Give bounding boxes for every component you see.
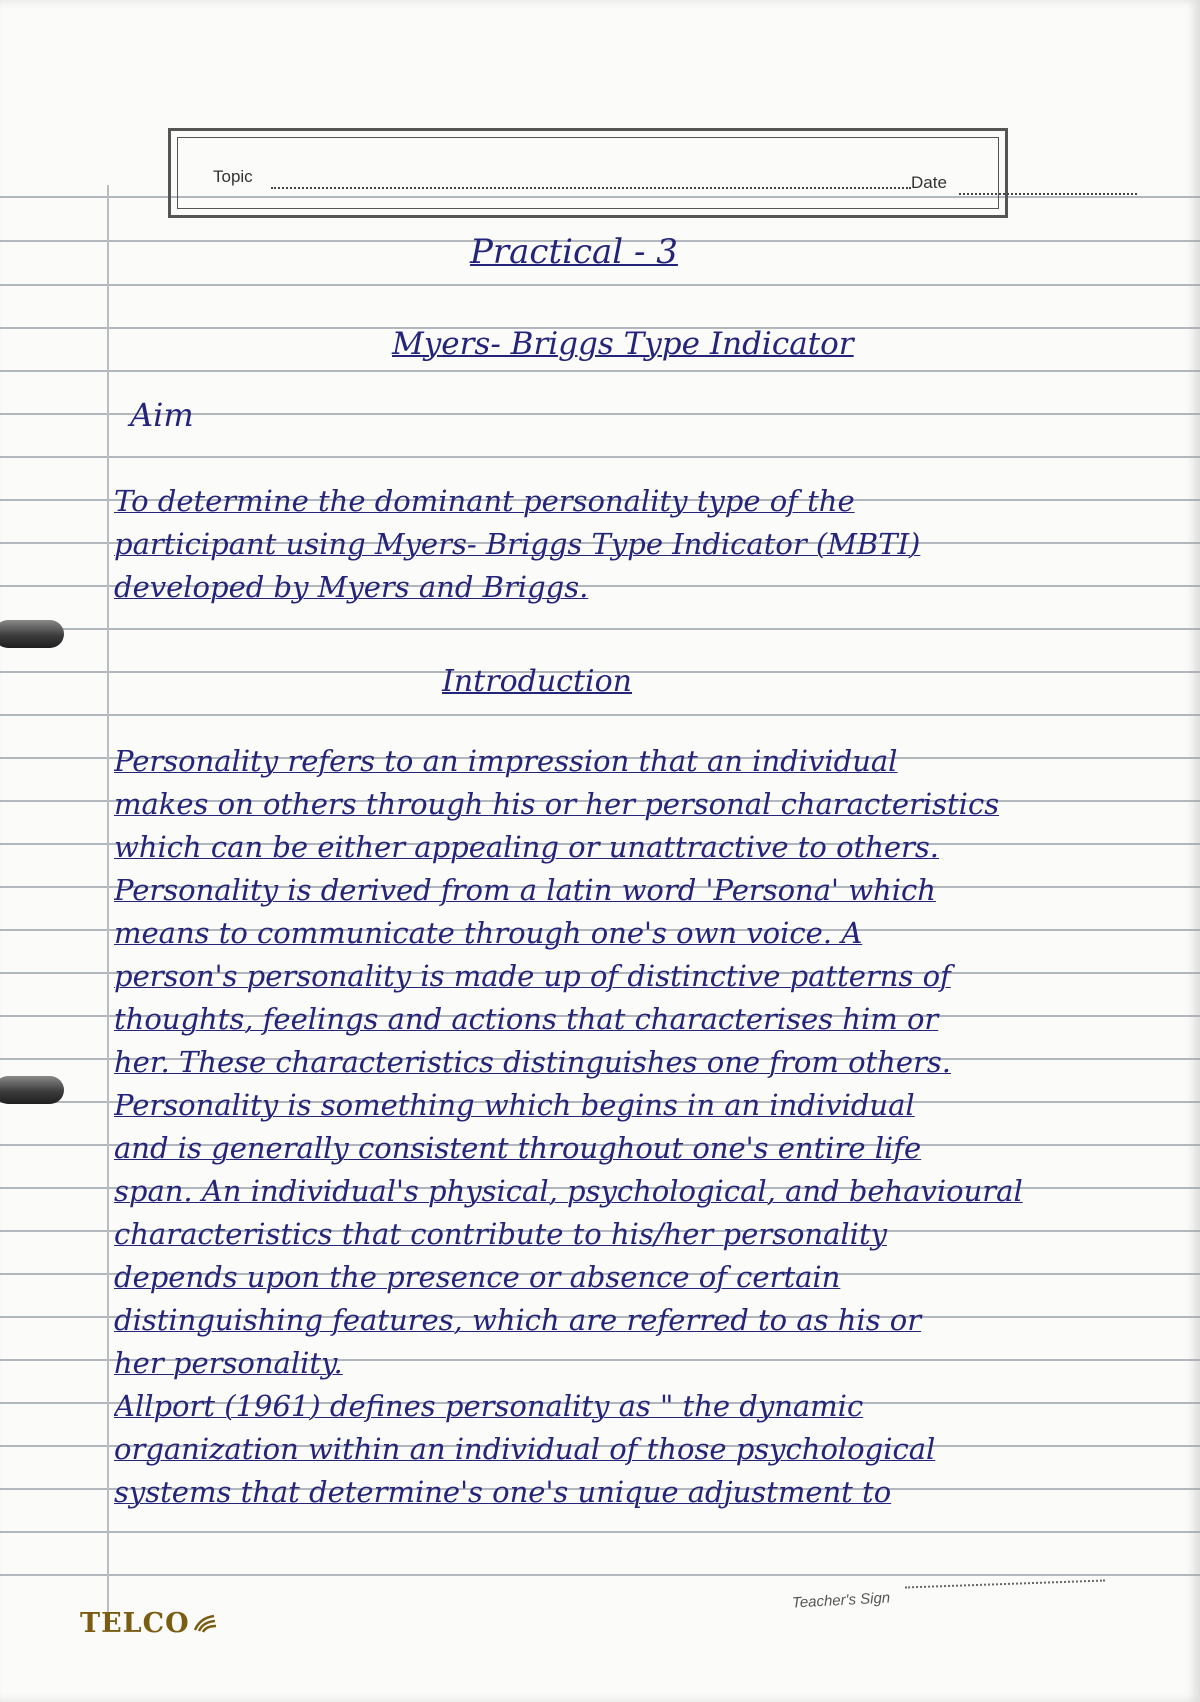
introduction-line: Personality refers to an impression that an individual — [114, 744, 898, 778]
ruled-line — [0, 370, 1200, 372]
topic-label: Topic — [213, 167, 253, 186]
brand-swirl-icon — [192, 1612, 218, 1634]
ruled-line — [0, 1531, 1200, 1533]
introduction-heading: Introduction — [442, 664, 632, 699]
teacher-sign-dotted-line — [905, 1580, 1105, 1589]
introduction-line: distinguishing features, which are referred to as his or — [114, 1303, 922, 1337]
binder-ring — [0, 620, 64, 648]
aim-heading: Aim — [130, 396, 194, 434]
introduction-line: span. An individual's physical, psychological, and behavioural — [114, 1174, 1023, 1208]
ruled-line — [0, 284, 1200, 286]
page-title: Practical - 3 — [470, 232, 678, 272]
introduction-line: Personality is derived from a latin word 'Persona' which — [114, 873, 936, 907]
margin-line — [107, 185, 109, 1615]
topic-box-inner-border — [177, 137, 999, 209]
introduction-line: makes on others through his or her personal characteristics — [114, 787, 1000, 821]
ruled-line — [0, 628, 1200, 630]
ruled-line — [0, 714, 1200, 716]
aim-line: developed by Myers and Briggs. — [114, 570, 589, 604]
introduction-line: her. These characteristics distinguishes one from others. — [114, 1045, 951, 1079]
introduction-line: her personality. — [114, 1346, 343, 1380]
teacher-sign-label: Teacher's Sign — [791, 1589, 891, 1612]
aim-line: To determine the dominant personality type of the — [114, 484, 855, 518]
topic-date-box — [168, 128, 1008, 218]
introduction-line: depends upon the presence or absence of certain — [114, 1260, 841, 1294]
introduction-line: Allport (1961) defines personality as " the dynamic — [114, 1389, 864, 1423]
topic-dotted-line — [271, 187, 911, 189]
introduction-line: characteristics that contribute to his/her personality — [114, 1217, 887, 1251]
introduction-line: organization within an individual of those psychological — [114, 1432, 936, 1466]
brand-logo-text: TELCO — [80, 1608, 190, 1639]
binder-ring — [0, 1076, 64, 1104]
aim-line: participant using Myers- Briggs Type Indicator (MBTI) — [114, 527, 921, 561]
date-label: Date — [911, 173, 947, 192]
ruled-line — [0, 456, 1200, 458]
ruled-line — [0, 1574, 1200, 1576]
introduction-line: systems that determine's one's unique adjustment to — [114, 1475, 892, 1509]
introduction-line: which can be either appealing or unattractive to others. — [114, 830, 939, 864]
introduction-line: and is generally consistent throughout one's entire life — [114, 1131, 922, 1165]
date-dotted-line — [959, 193, 1137, 195]
introduction-line: thoughts, feelings and actions that characterises him or — [114, 1002, 939, 1036]
page-subtitle: Myers- Briggs Type Indicator — [392, 326, 854, 362]
introduction-line: means to communicate through one's own voice. A — [114, 916, 863, 950]
introduction-line: Personality is something which begins in an individual — [114, 1088, 915, 1122]
introduction-line: person's personality is made up of distinctive patterns of — [114, 959, 951, 993]
